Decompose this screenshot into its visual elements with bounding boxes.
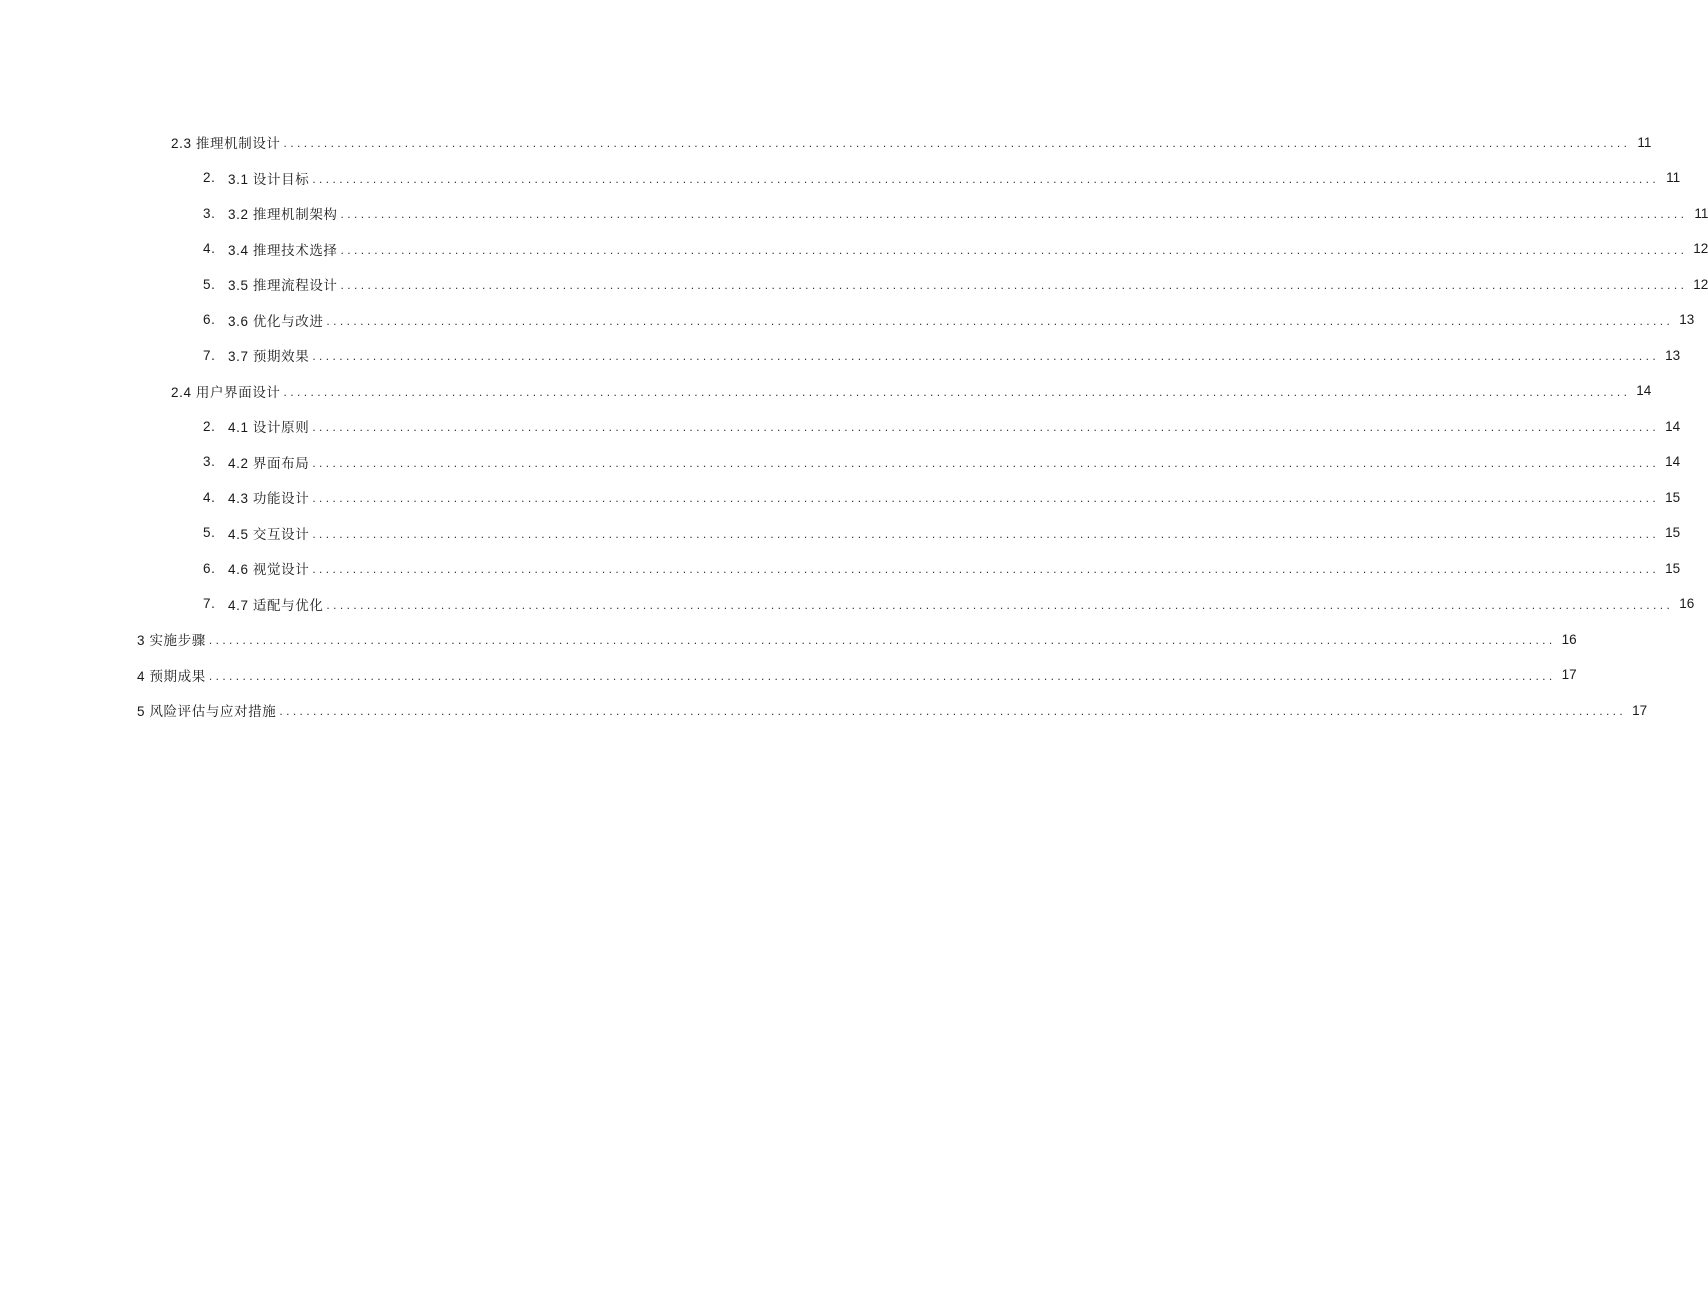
toc-entry-title: 3 实施步骤 [137, 633, 206, 648]
toc-entry[interactable] [203, 447, 1681, 477]
toc-entry[interactable] [203, 411, 1681, 441]
toc-entry-number: 5. [203, 525, 216, 540]
toc-dot-leader: ........................................................................................................................................................................................................ [312, 349, 1660, 363]
toc-dot-leader: ........................................................................................................................................................................................................ [312, 526, 1660, 541]
toc-dot-leader: ........................................................................................................................................................................................................ [283, 384, 1631, 399]
toc-entry-title: 4.6 视觉设计 [228, 562, 310, 577]
toc-entry-title: 4.5 交互设计 [228, 526, 310, 542]
toc-entry-title: 3.2 推理机制架构 [228, 207, 338, 222]
toc-entry[interactable] [137, 695, 1648, 725]
toc-page-number: 14 [1665, 454, 1681, 469]
toc-dot-leader: ........................................................................................................................................................................................................ [283, 136, 1631, 150]
toc-entry-title: 4.2 界面布局 [228, 455, 310, 471]
toc-entry-title: 4.1 设计原则 [228, 420, 310, 435]
toc-entry-title: 2.3 推理机制设计 [171, 136, 281, 151]
toc-entry-number: 2. [203, 170, 216, 185]
toc-entry[interactable] [203, 589, 1695, 619]
toc-entry-title: 5 风险评估与应对措施 [137, 704, 277, 719]
toc-entry-number: 4. [203, 241, 216, 256]
toc-entry-number: 2. [203, 418, 216, 434]
toc-entry-title: 4 预期成果 [137, 668, 206, 684]
toc-entry[interactable] [203, 482, 1681, 512]
toc-dot-leader: ........................................................................................................................................................................................................ [312, 491, 1660, 505]
toc-entry[interactable] [203, 198, 1708, 228]
toc-entry-number: 3. [203, 454, 216, 469]
toc-dot-leader: ........................................................................................................................................................................................................ [208, 668, 1556, 683]
toc-entry-title: 4.3 功能设计 [228, 491, 310, 506]
toc-entry-number: 7. [203, 596, 216, 611]
toc-entry-title: 3.1 设计目标 [228, 171, 310, 187]
toc-entry[interactable] [203, 234, 1708, 264]
toc-page-number: 15 [1665, 489, 1681, 505]
toc-dot-leader: ........................................................................................................................................................................................................ [326, 597, 1674, 612]
toc-dot-leader: ........................................................................................................................................................................................................ [326, 313, 1674, 328]
toc-entry[interactable] [203, 340, 1681, 370]
toc-page-number: 15 [1665, 525, 1681, 540]
toc-dot-leader: ........................................................................................................................................................................................................ [312, 171, 1660, 186]
toc-page-number: 13 [1679, 312, 1695, 327]
toc-entry-number: 5. [203, 276, 216, 292]
toc-entry-number: 6. [203, 312, 216, 327]
toc-dot-leader: ........................................................................................................................................................................................................ [208, 633, 1556, 647]
toc-page-number: 11 [1666, 170, 1681, 185]
toc-dot-leader: ........................................................................................................................................................................................................ [279, 704, 1627, 718]
toc-entry-title: 3.6 优化与改进 [228, 313, 324, 329]
toc-entry[interactable] [171, 127, 1652, 157]
toc-dot-leader: ........................................................................................................................................................................................................ [340, 278, 1688, 292]
toc-entry[interactable] [203, 305, 1695, 335]
toc-dot-leader: ........................................................................................................................................................................................................ [312, 420, 1660, 434]
toc-dot-leader: ........................................................................................................................................................................................................ [340, 242, 1688, 257]
toc-page-number: 14 [1665, 418, 1681, 434]
toc-page-number: 12 [1693, 276, 1708, 292]
toc-page-number: 16 [1561, 631, 1577, 647]
toc-page-number: 13 [1665, 347, 1681, 363]
toc-page-number: 17 [1561, 667, 1577, 682]
toc-page-number: 15 [1665, 560, 1681, 576]
toc-entry[interactable] [203, 163, 1681, 193]
toc-entry-title: 3.7 预期效果 [228, 349, 310, 364]
toc-entry[interactable] [203, 553, 1681, 583]
toc-entry[interactable] [203, 518, 1681, 548]
toc-entry[interactable] [171, 376, 1652, 406]
toc-entry-title: 3.5 推理流程设计 [228, 278, 338, 293]
toc-page-number: 11 [1694, 205, 1708, 221]
toc-page-number: 11 [1637, 134, 1652, 150]
toc-page-number: 17 [1632, 702, 1648, 718]
toc-page-number: 16 [1679, 596, 1695, 611]
toc-entry[interactable] [203, 269, 1708, 299]
toc-dot-leader: ........................................................................................................................................................................................................ [340, 207, 1688, 221]
toc-entry[interactable] [137, 624, 1577, 654]
toc-entry-number: 3. [203, 205, 216, 221]
toc-entry-title: 4.7 适配与优化 [228, 597, 324, 613]
toc-dot-leader: ........................................................................................................................................................................................................ [312, 455, 1660, 470]
toc-page-number: 14 [1636, 383, 1652, 398]
toc-entry-title: 3.4 推理技术选择 [228, 242, 338, 258]
toc-entry[interactable] [137, 660, 1577, 690]
toc-dot-leader: ........................................................................................................................................................................................................ [312, 562, 1660, 576]
toc-entry-title: 2.4 用户界面设计 [171, 384, 281, 400]
toc-entry-number: 6. [203, 560, 216, 576]
toc-page-number: 12 [1693, 241, 1708, 256]
toc-entry-number: 7. [203, 347, 216, 363]
toc-entry-number: 4. [203, 489, 216, 505]
